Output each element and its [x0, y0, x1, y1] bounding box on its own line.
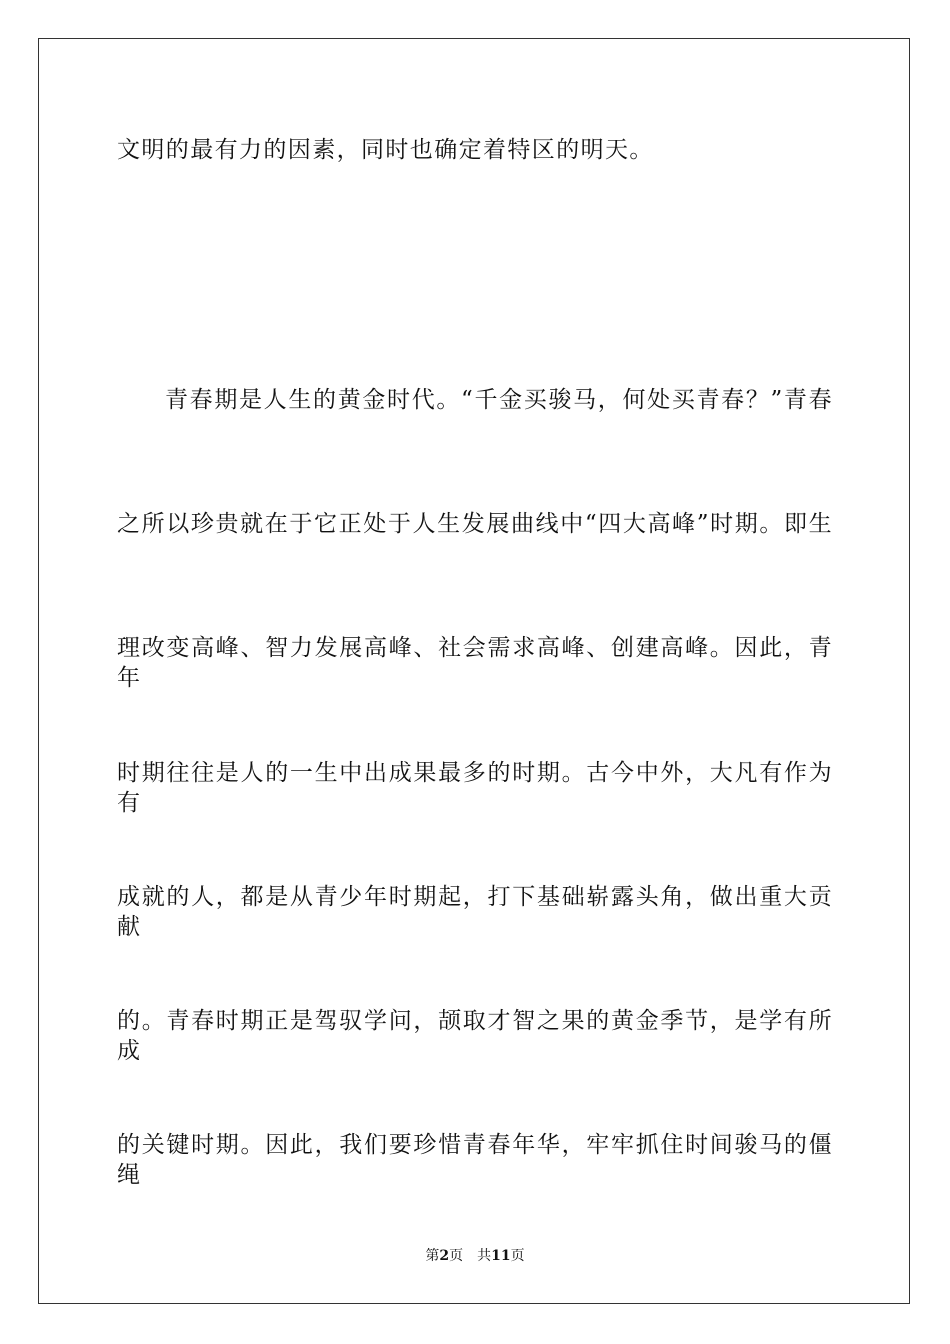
text-line-8: 的关键时期。因此，我们要珍惜青春年华，牢牢抓住时间骏马的僵绳 — [117, 1132, 833, 1188]
total-label-suffix: 页 — [510, 1248, 525, 1264]
text-line-4: 理改变高峰、智力发展高峰、社会需求高峰、创建高峰。因此，青年 — [117, 635, 833, 691]
text-line-6: 成就的人，都是从青少年时期起，打下基础崭露头角，做出重大贡献 — [117, 884, 833, 940]
text-line-3: 之所以珍贵就在于它正处于人生发展曲线中“四大高峰”时期。即生 — [117, 511, 833, 537]
text-line-1: 文明的最有力的因素，同时也确定着特区的明天。 — [117, 137, 654, 163]
total-label-prefix: 共 — [477, 1248, 492, 1264]
page-footer — [0, 1246, 950, 1266]
page-label-suffix: 页 — [449, 1248, 464, 1264]
page-label-prefix: 第 — [425, 1248, 440, 1264]
text-line-7: 的。青春时期正是驾驭学问，颉取才智之果的黄金季节，是学有所成 — [117, 1008, 833, 1064]
text-line-5: 时期往往是人的一生中出成果最多的时期。古今中外，大凡有作为有 — [117, 760, 833, 816]
total-pages: 11 — [491, 1248, 511, 1264]
page-border — [38, 38, 910, 1304]
page-number: 2 — [439, 1248, 450, 1264]
text-line-2: 青春期是人生的黄金时代。“千金买骏马，何处买青春？”青春 — [165, 387, 833, 413]
